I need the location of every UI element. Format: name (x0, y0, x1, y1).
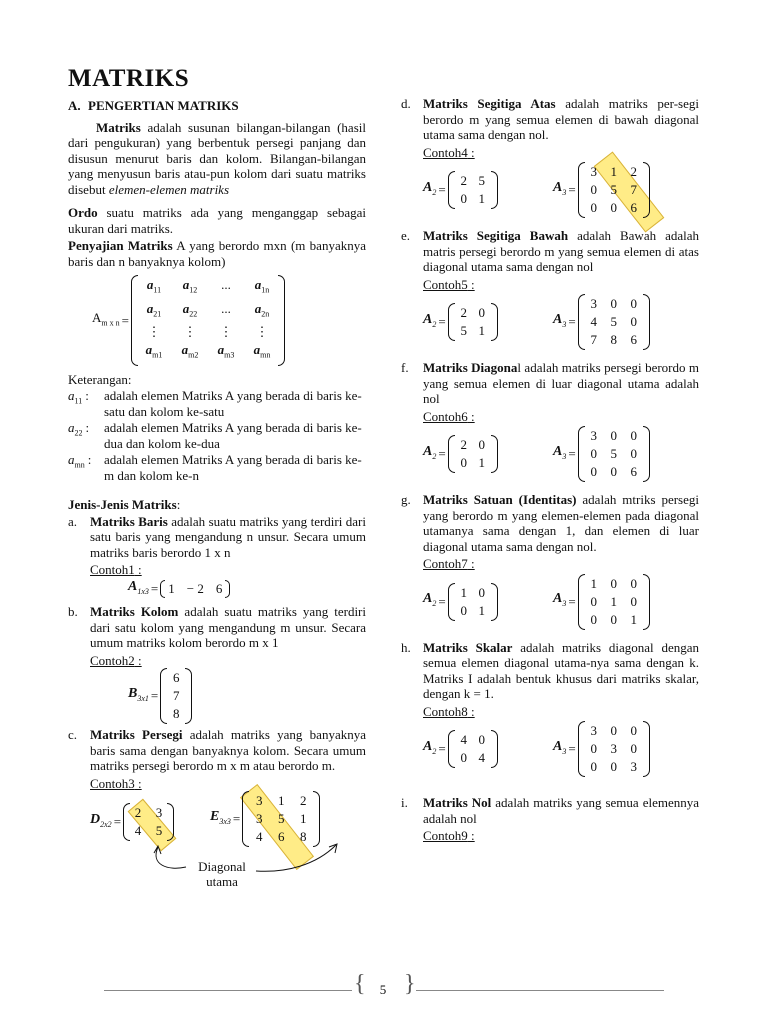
matrix-cell: $a_{11}$ (146, 277, 162, 295)
matrix-cell: 4 (460, 732, 467, 747)
matrix-cell: 0 (590, 611, 597, 627)
matrix-cell: 0 (610, 575, 617, 591)
matrix-cell: ⋮ (255, 324, 269, 340)
item-h: h. Matriks Skalar adalah matriks diagonal dengan semua elemen diagonal utama-nya sama dengan k. Matriks I adalah bentuk khusus dari matriks skalar, dengan k = 1. Contoh8 : $A_2$ = 4 0 0 4 $A_3$ = 3 0 0 0 3 0 0 0 3 (401, 640, 699, 782)
item-e: e. Matriks Segitiga Bawah adalah Bawah adalah matris persegi berordo m yang semua elemen di atas diagonal utama sama dengan nol Contoh5 : $A_2$ = 2 0 5 1 $A_3$ = 3 0 0 4 5 0 7 8 6 (401, 228, 699, 354)
matrix-cell: 3 (256, 793, 263, 809)
item-matriks-kolom: b. Matriks Kolom adalah suatu matriks yang terdiri dari satu kolom yang mengandung m unsur. Secara umum matriks kolom berordo m x 1 Contoh2 : $B_{3x1}$ = 6 7 8 (68, 604, 366, 726)
matrix-cell: ⋮ (183, 324, 197, 340)
matrix-label: $A_{m x n}$ (92, 309, 120, 328)
example-matrices: $A_2$ = 4 0 0 4 $A_3$ = 3 0 0 0 3 0 0 0 3 (423, 721, 699, 777)
example-matrices: $A_2$ = 2 0 5 1 $A_3$ = 3 0 0 4 5 0 7 8 6 (423, 294, 699, 350)
matrix-cell: $a_{m1}$ (145, 342, 163, 360)
item-g: g. Matriks Satuan (Identitas) adalah mtriks persegi yang berordo m yang elemen-elemen pada diagonal utamanya sama dengan 1, dan elemen di luar diagonal utama sama dengan nol. Contoh7 : $A_2$ = 1 0 0 1 $A_3$ = 1 0 0 0 1 0 0 0 1 (401, 492, 699, 634)
matrix-cell: $a_{21}$ (146, 300, 162, 319)
matrix-cell: 0 (610, 611, 617, 627)
matrix-cell: 0 (478, 732, 485, 747)
matrix-cell: 2 (134, 805, 142, 821)
matrix-cell: 1 (460, 584, 467, 600)
matrix-cell: $a_{2n}$ (254, 300, 270, 319)
page-footer: { 5 } (104, 980, 664, 1002)
contoh-label: Contoh7 : (423, 556, 699, 572)
page-number: 5 (379, 982, 387, 997)
matrix-cell: 3 (256, 811, 263, 827)
item-matriks-baris: a. Matriks Baris adalah suatu matriks yang terdiri dari satu baris yang mengandung n unsur. Secara umum matriks baris berordo 1 x n Contoh1 : $A_{1x3}$ = 1 − 2 6 (68, 514, 366, 603)
matrix-cell: 0 (478, 305, 485, 320)
contoh-label: Contoh3 : (90, 776, 366, 792)
matrix-cell: 0 (610, 464, 617, 479)
matrix-cell: 1 (610, 593, 617, 609)
matrix-cell: 0 (630, 428, 637, 443)
column-matrix-example: $B_{3x1}$ = 6 7 8 (128, 668, 366, 724)
penyajian-paragraph: Penyajian Matriks A yang berordo mxn (m banyaknya baris dan n banyaknya kolom) (68, 238, 366, 269)
item-i: i. Matriks Nol adalah matriks yang semua elemennya adalah nol Contoh9 : (401, 795, 699, 844)
matrix-cell: 1 (168, 580, 175, 596)
matrix-cell: 4 (134, 823, 142, 839)
matrix-cell: 3 (610, 741, 617, 756)
contoh-label: Contoh6 : (423, 409, 699, 425)
matrix-cell: ⋮ (219, 324, 233, 340)
matrix-cell: 1 (278, 793, 285, 809)
matrix-cell: 6 (630, 200, 637, 215)
matrix-cell: 3 (155, 805, 163, 821)
matrix-cell: 0 (610, 200, 617, 215)
matrix-cell: 6 (215, 580, 223, 596)
definition-paragraph: Matriks adalah susunan bilangan-bilangan (hasil dari pengukuran) yang berbentuk persegi panjang dan disusun menurut baris dan kolom. Bilangan-bilangan yang menyusun baris atau-pun kolom dari suatu matriks disebut elemen-elemen matriks (68, 119, 366, 197)
matrix-cell: 4 (478, 750, 485, 765)
keterangan-item: $a_{mn}$ : adalah elemen Matriks A yang berada di baris ke-m dan kolom ke-n (68, 452, 362, 483)
matrix-cell: 0 (630, 741, 637, 756)
matrix-cell: 0 (590, 741, 597, 756)
matrix-cell: 1 (630, 611, 637, 627)
matrix-cell: $a_{22}$ (182, 300, 198, 319)
item-f: f. Matriks Diagonal adalah matriks persegi berordo m yang semua elemen di luar diagonal utama adalah nol Contoh6 : $A_2$ = 2 0 0 1 $A_3$ = 3 0 0 0 5 0 0 0 6 (401, 360, 699, 486)
left-column (68, 64, 366, 891)
right-column (401, 95, 699, 844)
matrix-cell: 3 (630, 759, 637, 774)
matrix-cell: 4 (256, 829, 263, 845)
matrix-cell: 3 (590, 723, 597, 738)
contoh-label: Contoh1 : (90, 562, 366, 578)
matrix-cell: 0 (610, 296, 617, 311)
matrix-cell: $a_{m2}$ (181, 342, 199, 360)
matrix-cell: 2 (460, 437, 467, 452)
matrix-cell: 3 (590, 296, 597, 311)
page-title: MATRIKS (68, 65, 190, 92)
matrix-cell: 2 (460, 305, 467, 320)
square-matrix-examples: $D_{2x2}$ = 2 3 4 5 $E_{3x3}$ = 3 1 2 3 5 1 4 6 8 Diagonal utama (90, 791, 366, 891)
matrix-cell: 1 (590, 575, 597, 591)
matrix-cell: 5 (610, 182, 617, 197)
matrix-cell: ... (221, 277, 231, 292)
general-matrix: $A_{m x n}$ = $a_{11}$ $a_{12}$ ... $a_{1n}$ $a_{21}$ $a_{22}$ ... $a_{2n}$ ⋮ ⋮ ⋮ ⋮ $a_{m1}$ $a_{m2}$ $a_{m3}$ $a_{mn}$ (92, 275, 366, 366)
contoh-label: Contoh8 : (423, 704, 699, 720)
matrix-cell: 0 (590, 464, 597, 479)
item-matriks-persegi: c. Matriks Persegi adalah matriks yang banyaknya baris sama dengan banyaknya kolom. Secara umum matriks persegi berordo m x m atau berordo m. Contoh3 : $D_{2x2}$ = 2 3 4 5 $E_{3x3}$ = 3 1 2 3 5 1 4 6 8 Diagonal utama (68, 727, 366, 891)
jenis-heading: Jenis-Jenis Matriks: (68, 497, 181, 513)
matrix-cell: 5 (478, 173, 485, 188)
keterangan-item: $a_{11}$ : adalah elemen Matriks A yang berada di baris ke-satu dan kolom ke-satu (68, 388, 362, 419)
matrix-cell: 0 (630, 314, 637, 329)
matrix-cell: − 2 (186, 580, 204, 596)
matrix-cell: 0 (590, 593, 597, 609)
matrix-cell: 5 (155, 823, 163, 839)
matrix-cell: 2 (630, 164, 637, 179)
example-matrices: $A_2$ = 1 0 0 1 $A_3$ = 1 0 0 0 1 0 0 0 1 (423, 574, 699, 630)
matrix-cell: 0 (478, 437, 485, 452)
contoh-label: Contoh9 : (423, 828, 699, 844)
matrix-cell: 4 (590, 314, 597, 329)
matrix-cell: 0 (460, 191, 467, 206)
matrix-cell: 0 (460, 455, 467, 470)
matrix-cell: ... (221, 300, 231, 316)
matrix-cell: 6 (173, 670, 180, 686)
matrix-cell: 0 (630, 296, 637, 311)
matrix-cell: 3 (590, 428, 597, 443)
keterangan-block: Keterangan: $a_{11}$ : adalah elemen Matriks A yang berada di baris ke-satu dan kolom ke-satu $a_{22}$ : adalah elemen Matriks A yang berada di baris ke-dua dan kolom ke-dua $a_{mn}$ : adalah elemen Matriks A yang berada di baris ke-m dan kolom ke-n (68, 372, 366, 484)
contoh-label: Contoh5 : (423, 277, 699, 293)
matrix-cell: 7 (590, 332, 597, 347)
matrix-cell: 6 (278, 829, 285, 845)
matrix-cell: 6 (630, 464, 637, 479)
matrix-cell: 1 (300, 811, 307, 827)
contoh-label: Contoh4 : (423, 145, 699, 161)
keterangan-item: $a_{22}$ : adalah elemen Matriks A yang berada di baris ke-dua dan kolom ke-dua (68, 420, 362, 451)
matrix-cell: 0 (478, 584, 485, 600)
matrix-cell: 1 (478, 323, 485, 338)
matrix-cell: 2 (300, 793, 307, 809)
ordo-paragraph: Ordo suatu matriks ada yang menganggap sebagai ukuran dari matriks. (68, 205, 366, 236)
matrix-cell: 7 (173, 688, 180, 704)
matrix-cell: 5 (278, 811, 285, 827)
matrix-cell: 0 (460, 602, 467, 618)
matrix-cell: 0 (590, 182, 597, 197)
matrix-cell: 8 (300, 829, 307, 845)
matrix-cell: 1 (610, 164, 617, 179)
matrix-cell: 0 (610, 723, 617, 738)
matrix-cell: 0 (460, 750, 467, 765)
item-d: d. Matriks Segitiga Atas adalah matriks per-segi berordo m yang semua elemen di bawah diagonal utama sama dengan nol. Contoh4 : $A_2$ = 2 5 0 1 $A_3$ = 3 1 2 0 5 7 0 0 6 (401, 96, 699, 222)
matrix-cell: $a_{mn}$ (253, 342, 271, 360)
section-heading: A. PENGERTIAN MATRIKS (68, 98, 239, 113)
example-matrices: $A_2$ = 2 5 0 1 $A_3$ = 3 1 2 0 5 7 0 0 6 (423, 162, 699, 218)
matrix-cell: 0 (590, 200, 597, 215)
matrix-cell: 5 (610, 314, 617, 329)
matrix-cell: $a_{12}$ (182, 277, 198, 295)
matrix-cell: 1 (478, 602, 485, 618)
matrix-cell: 2 (460, 173, 467, 188)
matrix-cell: 0 (630, 593, 637, 609)
matrix-cell: 0 (610, 759, 617, 774)
matrix-cell: 7 (630, 182, 637, 197)
example-matrices: $A_2$ = 2 0 0 1 $A_3$ = 3 0 0 0 5 0 0 0 6 (423, 426, 699, 482)
matrix-cell: 3 (590, 164, 597, 179)
diagonal-label: Diagonal utama (198, 859, 246, 890)
row-matrix-example: $A_{1x3}$ = 1 − 2 6 (128, 579, 366, 599)
matrix-cell: $a_{1n}$ (254, 277, 270, 295)
matrix-cell: 8 (610, 332, 617, 347)
matrix-cell: 6 (630, 332, 637, 347)
matrix-cell: 0 (590, 446, 597, 461)
matrix-cell: 1 (478, 191, 485, 206)
matrix-cell: 0 (630, 446, 637, 461)
matrix-cell: ⋮ (147, 324, 161, 340)
matrix-cell: 1 (478, 455, 485, 470)
matrix-cell: 0 (630, 575, 637, 591)
matrix-cell: 0 (590, 759, 597, 774)
matrix-cell: 5 (460, 323, 467, 338)
matrix-cell: 0 (630, 723, 637, 738)
matrix-cell: 0 (610, 428, 617, 443)
matrix-cell: $a_{m3}$ (217, 342, 235, 360)
matrix-cell: 8 (173, 706, 180, 722)
contoh-label: Contoh2 : (90, 653, 366, 669)
matrix-cell: 5 (610, 446, 617, 461)
